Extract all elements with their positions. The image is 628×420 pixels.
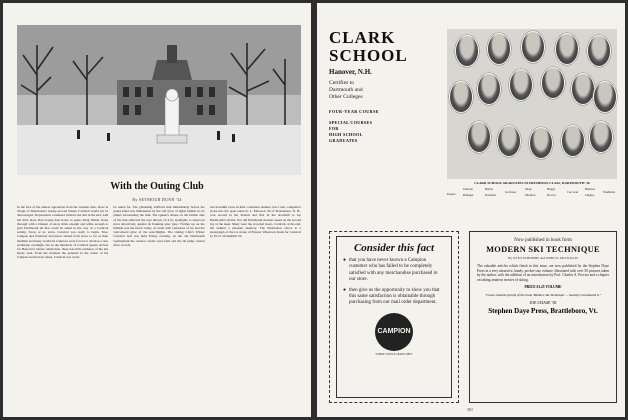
bullet-text: that you have never known a Campion customer who has failed to be completely satisfied with any merchandise purchased in our store. [349,258,438,283]
article-column-3 [210,205,301,415]
graduate-name: Sleep [525,187,532,191]
portrait [541,67,565,99]
portrait [589,121,613,153]
portrait [593,81,617,113]
school-line: Dartmouth and [329,87,363,93]
ski-ad-publisher: Stephen Daye Press, Brattleboro, Vt. [488,307,598,316]
graduate-name: Donahue [485,193,496,197]
article-text: In the face of the utmost opposition from the weather man, those in charge of Dartmouth's twenty-second Winter Carnival would not be discouraged. Preparations continued without rest and in the end, with but little more than twenty-four hours to spare, King Winter broke through with a blanket of snow thick enough and white enough to give Dartmouth all that could be asked in the way of a Carnival setting. Snow or no snow, Carnival was ready to begin. True, Campus and fraternity decorators turned from snow to ice as their medium and many would-be sculptors were forced to develop a new technique overnight, but as the hundreds of Carnival guests arrived for Hanover's winter celebration, there was little evidence of the last hectic rush. From the moment the pedestal in the center of the Campus received its statue, Carnival was ready. [17,205,109,260]
school-course: FOUR-YEAR COURSE [329,109,380,114]
article-byline: By SEYMOUR DUNN '34 [132,197,182,202]
graduate-name: Washburn [603,190,616,194]
campion-bullet [343,258,445,284]
clark-school-ad [329,29,437,189]
graduate-name: Corcoran [567,190,579,194]
left-page [3,3,311,417]
portrait [587,35,611,67]
graduate-name: Moulton [525,193,536,197]
winter-campus-illustration [17,25,301,175]
school-special-courses [329,120,437,144]
graduates-portrait-grid [447,29,617,179]
article-column-2 [113,205,204,415]
article-headline: With the Outing Club [110,181,204,192]
campion-ad [329,231,459,403]
school-name-line2: SCHOOL [329,46,408,65]
graduate-name: Johnson [463,187,473,191]
campion-bullet [343,288,445,307]
campion-ad-title: Consider this fact [353,242,435,254]
graduate-name: Lingley [585,193,595,197]
graduates-names [447,187,617,201]
special-line: FOR [329,126,339,131]
school-line: Certifies to [329,80,355,86]
graduate-name: Briggs [547,187,556,191]
special-line: HIGH SCHOOL [329,132,363,137]
graduate-name: Jacobson [505,190,516,194]
ski-ad-signature: JOE CHASE '38 [529,300,557,306]
portrait [571,73,595,105]
page-number: 301 [467,407,473,412]
graduate-name: Herbst [485,187,493,191]
portrait [467,121,491,153]
portrait [487,33,511,65]
school-name-line1: CLARK [329,28,396,47]
special-line: SPECIAL COURSES [329,120,373,125]
graduate-name: Bolinger [463,193,474,197]
ski-ad-authors: By OTTO SCHNIEBS and JOHN W. MCCRILLIS [508,256,578,260]
school-location: Hanover, N.H. [329,68,372,76]
right-page [317,3,625,417]
portrait [509,69,533,101]
portrait [529,127,553,159]
article-text: be asked for. The glistening artificial rink immediately before the grand stand was illuminated by the soft glow of lights hidden in ice pillars surrounding the rink. The Queen's throne on the further side of the rink reflected the rays thrown on it by spotlights to stand out most attractively against its flanking pine 'gate.' Further up on the hillside was the mock valley of castle with variations of ice and the varicolored glow of the searchlights. The Outing Club's Winter Carnival ball was held Friday evening. At the old Dartmouth Gymnasium the outdoor events were held and the ski jump contest drew crowds. [113,205,205,247]
ski-book-ad [469,231,617,403]
school-certifies [329,80,437,101]
campus-ice-statue-photo [17,25,301,175]
portrait [561,125,585,157]
portrait [455,35,479,67]
ski-ad-title: MODERN SKI TECHNIQUE [486,245,600,254]
bullet-icon: ● [343,287,347,293]
ski-ad-intro: Now published in book form [514,238,572,243]
ski-ad-body: The valuable articles which finish in this issue, are now published by the Stephen Daye Press in a very attractive, handy, pocket-size volume, illustrated with over 50 pictures taken by the author, with the addition of an introduction by Prof. Charles A. Proctor and a chapter on taking amateur movies of skiing. [477,264,609,282]
portrait [449,81,473,113]
article-columns [17,205,301,415]
graduate-name: Rogers [447,192,456,196]
graduate-name: Proctor [547,193,556,197]
portrait [477,73,501,105]
ski-ad-endorsement: "I have read the proofs of the book 'Modern Ski Technique' ... heartily recommend it." [484,293,602,298]
portrait [521,31,545,63]
article-column-1 [17,205,108,415]
graduates-caption: CLARK SCHOOL GRADUATES IN FRESHMAN CLASS, DARTMOUTH '36 [474,181,590,185]
portrait [555,33,579,65]
school-line: Other Colleges [329,94,363,100]
campion-seal-logo: CAMPION [375,313,413,351]
campion-ad-inner [336,236,452,398]
article-text: and downhill races in their consistent manner, but a new competitor broke into the open when R. L. Emerson '34 of Manchester, N. H., took second in the Slalom and first in the downhill to top Dartmouth's ski list. Nor did Dartmouth slackers speed on the second day of the meet. Many were the crowded hours. Carnival, at the end, left behind a pleasant memory. The illustration above is a photograph of the ice statue of Eleazar Wheelock made for Carnival by M. O. Woldsmith '35. [209,205,301,239]
ski-ad-price: PRICE $1.25 VOLUME [524,285,562,290]
campion-seal-caption: WHERE TOWN & TRADE MEET [375,352,413,356]
graduate-name: Harmon [585,187,595,191]
portrait [497,125,521,157]
bullet-text: then give us the opportunity to show you that this same satisfaction is obtainable through purchasing from our mail order department. [349,287,440,306]
special-line: GRADUATES [329,138,358,143]
bullet-icon: ● [343,258,347,263]
